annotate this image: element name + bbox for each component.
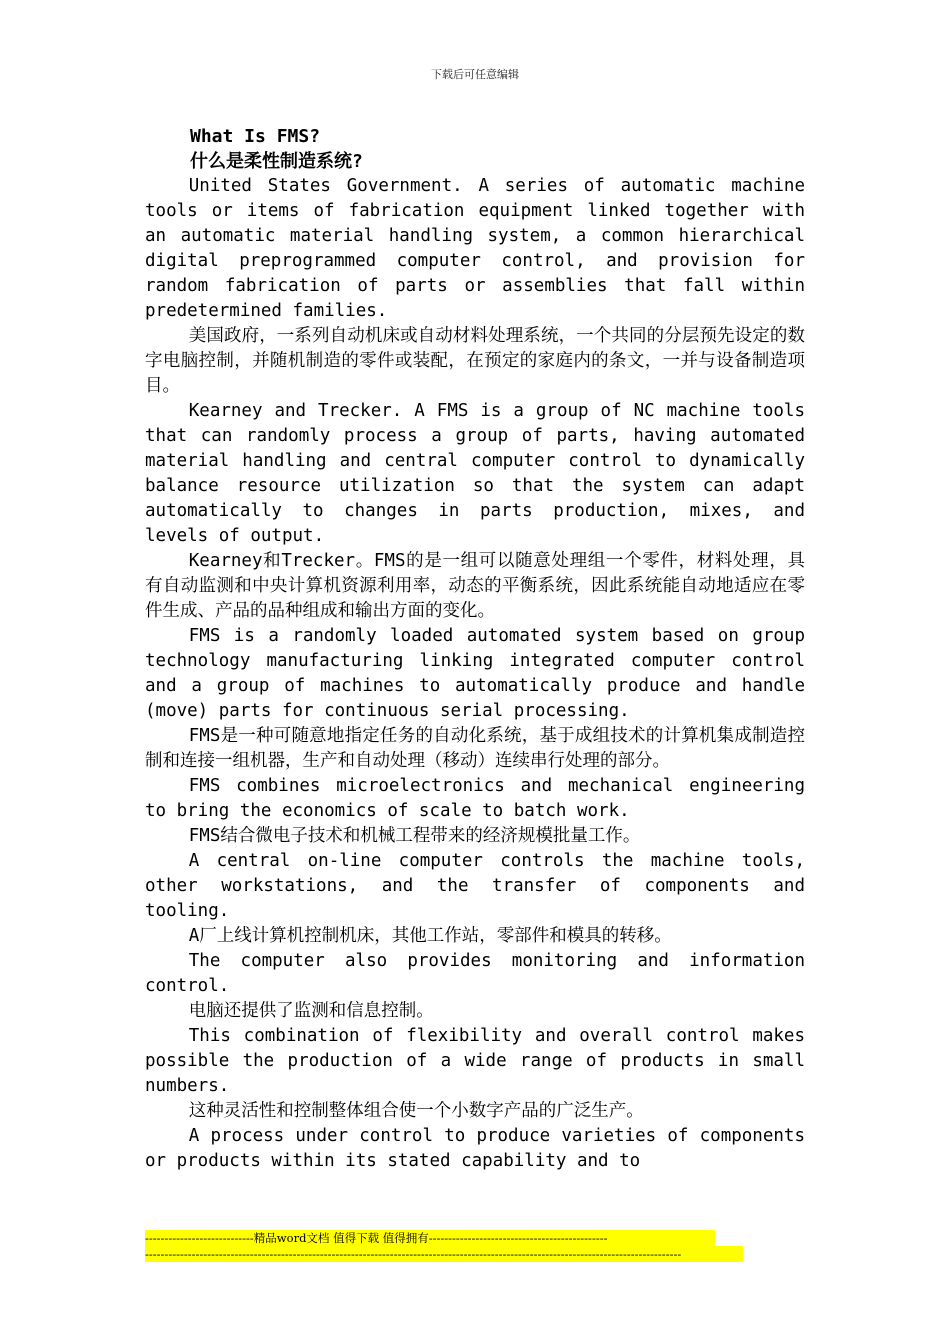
paragraph: This combination of flexibility and overall control makes possible the production of a wide range of products in small numbers. — [145, 1026, 805, 1096]
paragraph: United States Government. A series of automatic machine tools or items of fabrication equipment linked together with an automatic material handling system, a common hierarchical digital preprogrammed computer control, and provision for random fabrication of parts or assemblies that fall within predetermined families. — [145, 176, 805, 321]
footer-banner — [145, 1230, 745, 1262]
paragraph: FMS combines microelectronics and mechanical engineering to bring the economics of scale to batch work. — [145, 776, 805, 821]
paragraph: Kearney和Trecker。FMS的是一组可以随意处理组一个零件，材料处理，具有自动监测和中央计算机资源利用率，动态的平衡系统，因此系统能自动地适应在零件生成、产品的品种组成和输出方面的变化。 — [145, 551, 805, 621]
paragraph: A厂上线计算机控制机床，其他工作站，零部件和模具的转移。 — [188, 926, 672, 946]
paragraph: FMS是一种可随意地指定任务的自动化系统，基于成组技术的计算机集成制造控制和连接一组机器，生产和自动处理（移动）连续串行处理的部分。 — [145, 726, 805, 771]
document-body — [145, 124, 805, 1174]
header-note: 下载后可任意编辑 — [431, 68, 519, 81]
title-en: What Is FMS? — [190, 126, 321, 147]
paragraph: FMS is a randomly loaded automated system based on group technology manufacturing linking integrated computer control and a group of machines to automatically produce and handle (move) parts for continuous serial processing. — [145, 626, 805, 721]
paragraph: A process under control to produce varieties of components or products within its stated capability and to — [145, 1126, 805, 1171]
title-zh: 什么是柔性制造系统? — [190, 151, 363, 172]
paragraph: The computer also provides monitoring and information control. — [145, 951, 805, 996]
paragraph: 这种灵活性和控制整体组合使一个小数字产品的广泛生产。 — [188, 1101, 644, 1121]
paragraph: 电脑还提供了监测和信息控制。 — [188, 1001, 434, 1021]
paragraph: Kearney and Trecker. A FMS is a group of NC machine tools that can randomly process a group of parts, having automated material handling and central computer control to dynamically balance resource utilization so that the system can adapt automatically to changes in parts production, mixes, and levels of output. — [145, 401, 805, 546]
footer-line-1: ----------------------------精品word文档 值得下载 值得拥有---------------------------------------------- — [145, 1230, 715, 1246]
paragraph: 美国政府，一系列自动机床或自动材料处理系统，一个共同的分层预先设定的数字电脑控制，并随机制造的零件或装配，在预定的家庭内的条文，一并与设备制造项目。 — [145, 326, 805, 396]
footer-line-2: ------------------------------------------------------------------------------------------------------------------------------------------ — [145, 1246, 743, 1262]
paragraph: FMS结合微电子技术和机械工程带来的经济规模批量工作。 — [188, 826, 641, 846]
paragraph: A central on-line computer controls the machine tools, other workstations, and the transfer of components and tooling. — [145, 851, 805, 921]
